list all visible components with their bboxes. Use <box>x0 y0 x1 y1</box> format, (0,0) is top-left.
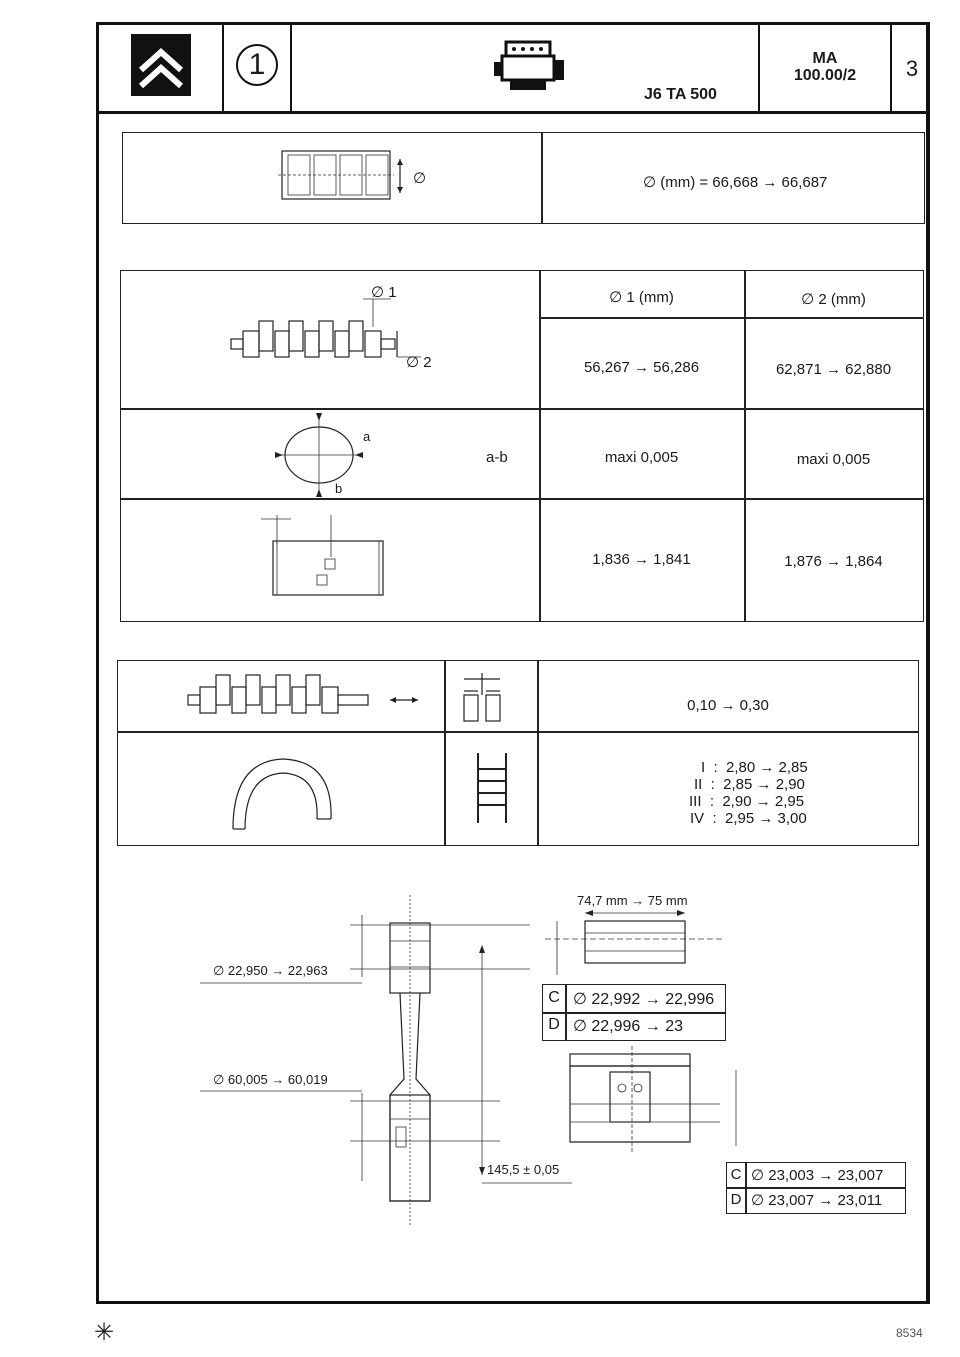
row1-v1: 56,267 → 56,286 <box>583 359 700 376</box>
endplay-table <box>117 660 919 846</box>
d2-label: ∅ 2 <box>406 354 432 371</box>
code-line1: MA <box>812 50 838 67</box>
shim-3: III : 2,90 → 2,95 <box>689 793 805 810</box>
pin-grade-table <box>542 984 726 1041</box>
logo-cell <box>96 22 224 111</box>
shim-2: II : 2,85 → 2,90 <box>694 776 805 793</box>
circle-cell <box>224 22 292 111</box>
piston-grade-c: C <box>730 1166 742 1183</box>
asterisk-mark: ✳ <box>94 1319 115 1346</box>
code-line2: 100.00/2 <box>793 67 857 84</box>
crankshaft-endplay-diagram <box>188 665 438 725</box>
row2-label: a-b <box>486 449 508 466</box>
row2-v1: maxi 0,005 <box>604 449 679 466</box>
pin-value-c: ∅ 22,992 → 22,996 <box>573 991 715 1008</box>
piston-grade-table <box>726 1162 906 1214</box>
reference-number: 8534 <box>896 1326 923 1340</box>
piston-grade-d: D <box>730 1191 742 1208</box>
col2-header: ∅ 2 (mm) <box>801 291 866 308</box>
engine-block-diagram <box>278 145 428 205</box>
row3-v1: 1,836 → 1,841 <box>592 551 691 568</box>
d1-label: ∅ 1 <box>371 284 397 301</box>
journal-block <box>122 132 925 224</box>
piston-diagram <box>560 1046 760 1156</box>
pin-grade-d: D <box>548 1016 560 1033</box>
big-end-dim: ∅ 60,005 → 60,019 <box>213 1072 328 1087</box>
piston-value-d: ∅ 23,007 → 23,011 <box>751 1192 883 1209</box>
ovality-b: b <box>335 481 343 496</box>
engine-icon <box>492 36 572 96</box>
thrust-icon <box>458 667 518 727</box>
shim-ladder-icon <box>470 749 520 829</box>
small-end-dim: ∅ 22,950 → 22,963 <box>213 963 328 978</box>
double-chevron-icon <box>131 34 191 96</box>
header-bar <box>96 22 930 114</box>
code-cell <box>760 22 892 111</box>
conrod-length: 145,5 ± 0,05 <box>487 1162 560 1177</box>
crankshaft-diagram <box>231 291 431 381</box>
citroen-logo <box>131 34 191 96</box>
shim-4: IV : 2,95 → 3,00 <box>690 810 807 827</box>
row1-v2: 62,871 → 62,880 <box>775 361 892 378</box>
row2-v2: maxi 0,005 <box>796 451 871 468</box>
piston-pin-diagram <box>545 905 725 985</box>
row3-v2: 1,876 → 1,864 <box>784 553 883 570</box>
piston-value-c: ∅ 23,003 → 23,007 <box>751 1167 884 1184</box>
pin-grade-c: C <box>548 989 560 1006</box>
diameter-symbol: ∅ <box>413 170 427 187</box>
endplay-value: 0,10 → 0,30 <box>687 697 769 714</box>
pin-length: 74,7 mm → 75 mm <box>577 893 688 908</box>
crankshaft-table <box>120 270 924 622</box>
bearing-diagram <box>261 511 401 611</box>
ovality-a: a <box>363 429 371 444</box>
page-number: 3 <box>905 56 919 81</box>
thrust-washer-diagram <box>213 751 343 841</box>
shim-1: I : 2,80 → 2,85 <box>701 759 808 776</box>
engine-cell <box>292 22 760 111</box>
col1-header: ∅ 1 (mm) <box>609 289 674 306</box>
circled-number: 1 <box>236 44 278 86</box>
journal-spec: ∅ (mm) = 66,668 → 66,687 <box>643 174 828 191</box>
engine-model: J6 TA 500 <box>644 86 717 103</box>
ovality-diagram <box>261 413 381 503</box>
pin-value-d: ∅ 22,996 → 23 <box>573 1018 684 1035</box>
conrod-diagram <box>200 895 560 1235</box>
